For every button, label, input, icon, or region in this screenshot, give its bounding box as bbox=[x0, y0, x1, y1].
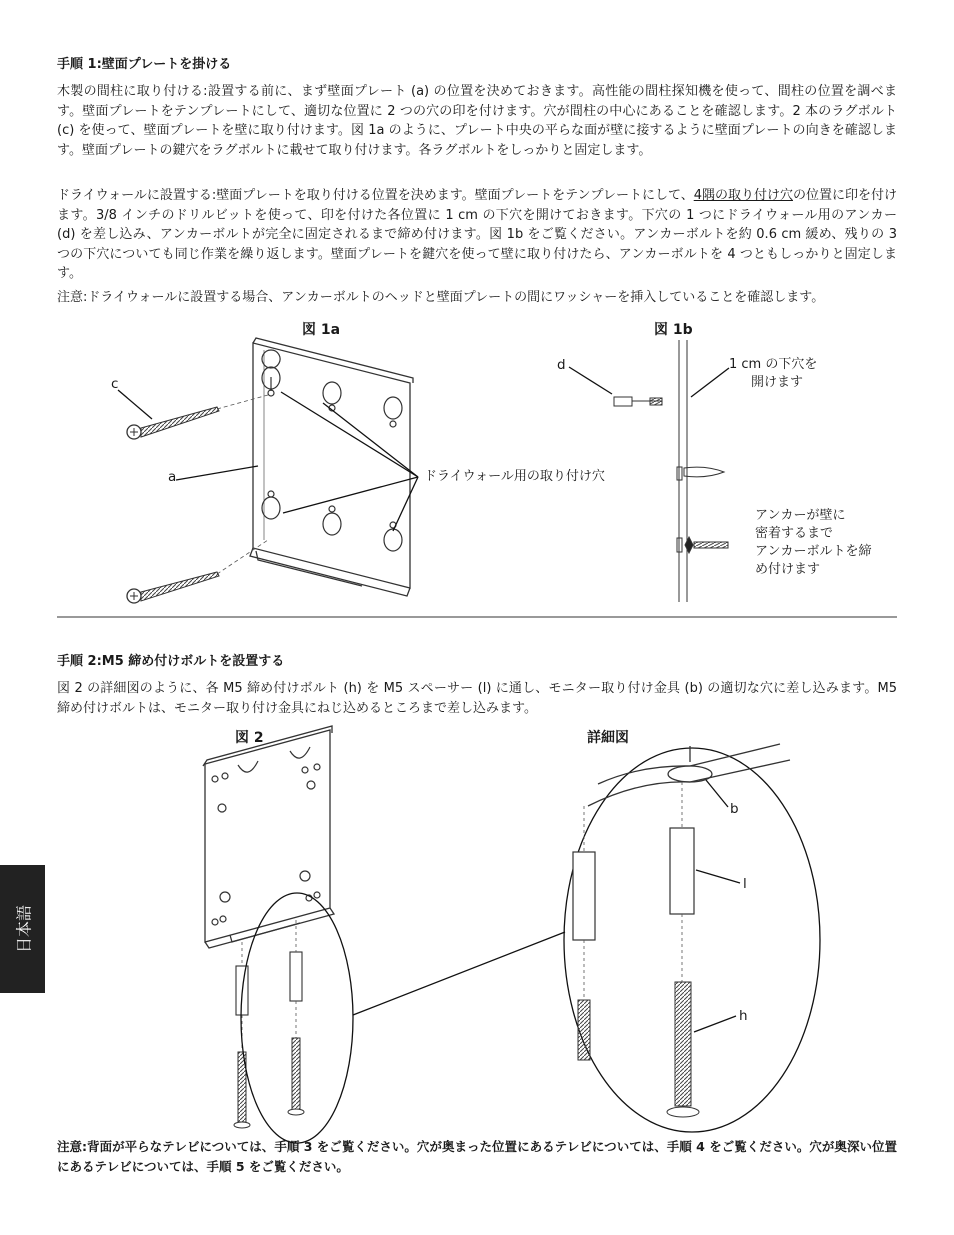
fig1b-title: 図 1b bbox=[654, 322, 693, 338]
fig1a-title: 図 1a bbox=[302, 322, 341, 338]
fig1b-anchor-in-wall bbox=[677, 467, 724, 480]
fig2-detail-title: 詳細図 bbox=[587, 730, 629, 746]
step2-heading: 手順 2:M5 締め付けボルトを設置する bbox=[57, 654, 285, 669]
anchor-line-3: アンカーボルトを締 bbox=[755, 544, 872, 559]
fig2-connector-line bbox=[353, 932, 565, 1015]
step1-note: 注意:ドライウォールに設置する場合、アンカーボルトのヘッドと壁面プレートの間にワッシャーを挿入していることを確認します。 bbox=[57, 290, 825, 305]
fig1a-dashed-guides bbox=[217, 395, 268, 574]
drywall-text-part2: の位置に印を付けます。3/8 インチのドリルビットを使って、印を付けた各位置に 1 cm の下穴を開けておきます。下穴の 1 つにドライウォール用のアンカー (d) を差し込み、アンカーボルトが完全に固定されるまで締め付けます。図 1b をご覧ください。アンカーボルトを約 0.6 cm 緩め、残りの 3 つの下穴についても同じ作業を繰り返します。壁面プレートを鍵穴を使って壁に取り付けたら、アンカーボルトを 4 つともしっかりと固定します。 bbox=[57, 188, 897, 281]
fig2-dashed-axes bbox=[242, 920, 296, 1050]
fig2-bolts bbox=[234, 1038, 304, 1128]
fig1a-label-c: c bbox=[111, 376, 119, 392]
fig1b-wall bbox=[679, 340, 687, 602]
fig1b-leaders bbox=[569, 367, 729, 397]
step2-paragraph: 図 2 の詳細図のように、各 M5 締め付けボルト (h) を M5 スペーサー (l) に通し、モニター取り付け金具 (b) の適切な穴に差し込みます。M5 締め付けボルトは、モニター取り付け金具にねじ込めるところまで差し込みます。 bbox=[57, 681, 897, 716]
fig2-spacers bbox=[236, 952, 302, 1015]
fig2-title: 図 2 bbox=[235, 730, 264, 746]
anchor-line-4: め付けます bbox=[755, 562, 821, 577]
drywall-text-part1: ドライウォールに設置する:壁面プレートを取り付ける位置を決めます。壁面プレートをテンプレートにして、 bbox=[57, 188, 694, 203]
footer-note: 注意:背面が平らなテレビについては、手順 3 をご覧ください。穴が奥まった位置にあるテレビについては、手順 4 をご覧ください。穴が奥深い位置にあるテレビについては、手順 5 をご覧ください。 bbox=[57, 1139, 897, 1174]
fig2-bracket-holes bbox=[212, 747, 320, 925]
fig2-monitor-bracket bbox=[203, 726, 334, 948]
fig1a-label-a: a bbox=[168, 469, 177, 485]
fig1a-keyholes bbox=[262, 350, 402, 551]
fig1b-anchor-d bbox=[614, 397, 662, 406]
fig1b-anchor-tightened bbox=[677, 537, 728, 553]
fig2-label-b: b bbox=[730, 801, 739, 817]
pilot-line-2: 開けます bbox=[751, 375, 804, 390]
fig1a-callout-mounting-holes: ドライウォール用の取り付け穴 bbox=[424, 469, 605, 484]
step1-paragraph-wood-stud: 木製の間柱に取り付ける:設置する前に、まず壁面プレート (a) の位置を決めておきます。高性能の間柱探知機を使って、間柱の位置を調べます。壁面プレートをテンプレートにして、適切な位置に 2 つの穴の印を付けます。穴が間柱の中心にあることを確認します。2 本のラグボルト (c) を使って、壁面プレートを壁に取り付けます。図 1a のように、プレート中央の平らな面が壁に接するように壁面プレートの向きを確認します。壁面プレートの鍵穴をラグボルトに載せて取り付けます。各ラグボルトをしっかりと固定します。 bbox=[57, 84, 897, 158]
fig1a-wall-plate bbox=[250, 338, 413, 596]
language-tab-label: 日本語 bbox=[14, 904, 33, 954]
fig1b-label-d: d bbox=[557, 357, 566, 373]
anchor-line-1: アンカーが壁に bbox=[755, 508, 846, 523]
fig1a-leaders bbox=[118, 390, 418, 531]
anchor-line-2: 密着するまで bbox=[755, 526, 834, 541]
fig1a-lag-bolt-upper bbox=[127, 407, 219, 439]
fig1a-lag-bolt-lower bbox=[127, 572, 219, 603]
drywall-text-underlined: 4隅の取り付け穴 bbox=[693, 188, 793, 203]
detail-view bbox=[564, 744, 820, 1132]
fig2-label-l: l bbox=[743, 876, 747, 892]
pilot-line-1: 1 cm の下穴を bbox=[729, 357, 818, 372]
step1-heading: 手順 1:壁面プレートを掛ける bbox=[57, 57, 232, 72]
fig2-label-h: h bbox=[739, 1008, 748, 1024]
